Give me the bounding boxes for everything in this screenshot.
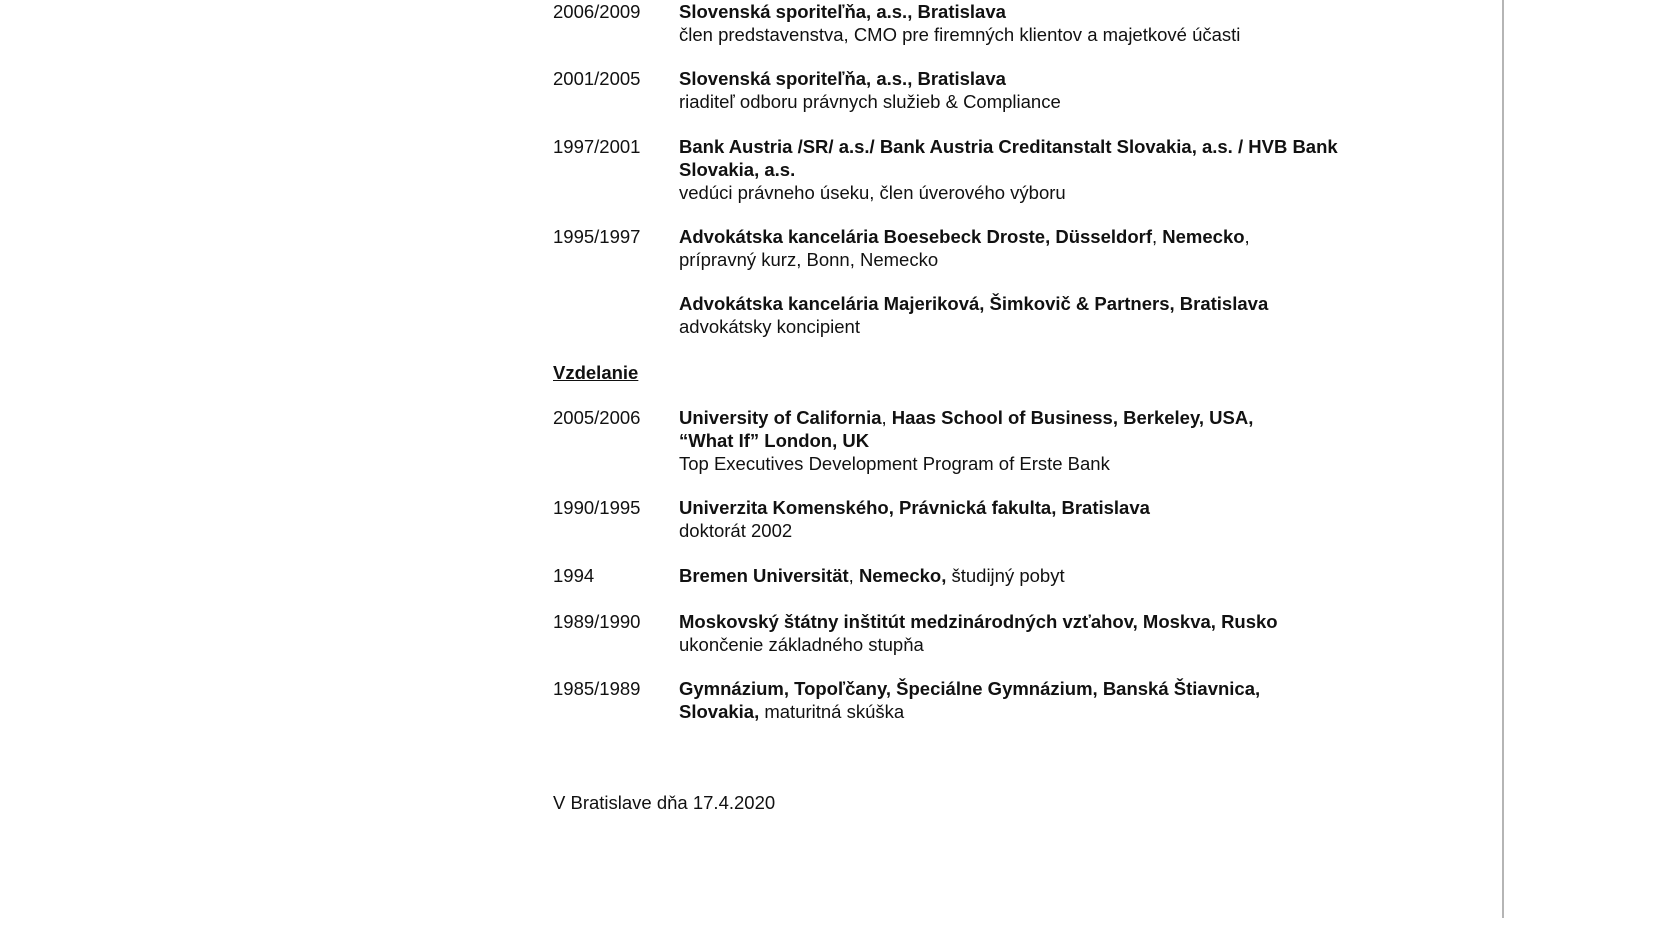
entry-period: 1997/2001 bbox=[553, 136, 641, 157]
entry-line: člen predstavenstva, CMO pre firemných klientov a majetkové účasti bbox=[679, 24, 1241, 45]
entry-line: riaditeľ odboru právnych služieb & Compliance bbox=[679, 91, 1061, 112]
entry-line: Advokátska kancelária Majeriková, Šimkovič & Partners, Bratislava bbox=[679, 293, 1269, 314]
entry-body bbox=[679, 564, 1449, 587]
entry-line: Advokátska kancelária Boesebeck Droste, Düsseldorf, Nemecko, bbox=[679, 226, 1250, 247]
entry-line: Gymnázium, Topoľčany, Špeciálne Gymnázium, Banská Štiavnica, bbox=[679, 678, 1261, 699]
entry-period: 1995/1997 bbox=[553, 226, 641, 247]
page-edge-line bbox=[1502, 0, 1504, 918]
entry-line: “What If” London, UK bbox=[679, 430, 870, 451]
entry-line: Slovenská sporiteľňa, a.s., Bratislava bbox=[679, 1, 1006, 22]
entry-period: 2001/2005 bbox=[553, 68, 641, 89]
entry-line: Slovakia, a.s. bbox=[679, 159, 796, 180]
entry-line: Top Executives Development Program of Erste Bank bbox=[679, 453, 1110, 474]
entry-line: University of California, Haas School of Business, Berkeley, USA, bbox=[679, 407, 1254, 428]
entry-line: Bremen Universität, Nemecko, študijný pobyt bbox=[679, 565, 1065, 586]
entry-line: Moskovský štátny inštitút medzinárodných vzťahov, Moskva, Rusko bbox=[679, 611, 1278, 632]
entry-body bbox=[679, 496, 1449, 542]
entry-line: Slovenská sporiteľňa, a.s., Bratislava bbox=[679, 68, 1006, 89]
entry-line: Bank Austria /SR/ a.s./ Bank Austria Creditanstalt Slovakia, a.s. / HVB Bank bbox=[679, 136, 1338, 157]
entry-line: advokátsky koncipient bbox=[679, 316, 860, 337]
entry-body bbox=[679, 0, 1449, 46]
entry-line: ukončenie základného stupňa bbox=[679, 634, 924, 655]
entry-line: vedúci právneho úseku, člen úverového výboru bbox=[679, 182, 1066, 203]
entry-line: Slovakia, maturitná skúška bbox=[679, 701, 905, 722]
entry-body bbox=[679, 406, 1449, 475]
entry-line: doktorát 2002 bbox=[679, 520, 793, 541]
education-heading: Vzdelanie bbox=[553, 362, 639, 383]
entry-body bbox=[679, 610, 1449, 656]
entry-period: 2005/2006 bbox=[553, 407, 641, 428]
entry-body bbox=[679, 292, 1449, 338]
entry-period: 2006/2009 bbox=[553, 1, 641, 22]
entry-period: 1985/1989 bbox=[553, 678, 641, 699]
entry-period: 1994 bbox=[553, 565, 595, 586]
entry-body bbox=[679, 225, 1449, 271]
entry-body bbox=[679, 135, 1449, 204]
entry-line: Univerzita Komenského, Právnická fakulta, Bratislava bbox=[679, 497, 1150, 518]
entry-period: 1989/1990 bbox=[553, 611, 641, 632]
entry-period: 1990/1995 bbox=[553, 497, 641, 518]
entry-body bbox=[679, 677, 1449, 723]
entry-line: prípravný kurz, Bonn, Nemecko bbox=[679, 249, 939, 270]
entry-body bbox=[679, 67, 1449, 113]
signature-place-date: V Bratislave dňa 17.4.2020 bbox=[553, 792, 776, 813]
